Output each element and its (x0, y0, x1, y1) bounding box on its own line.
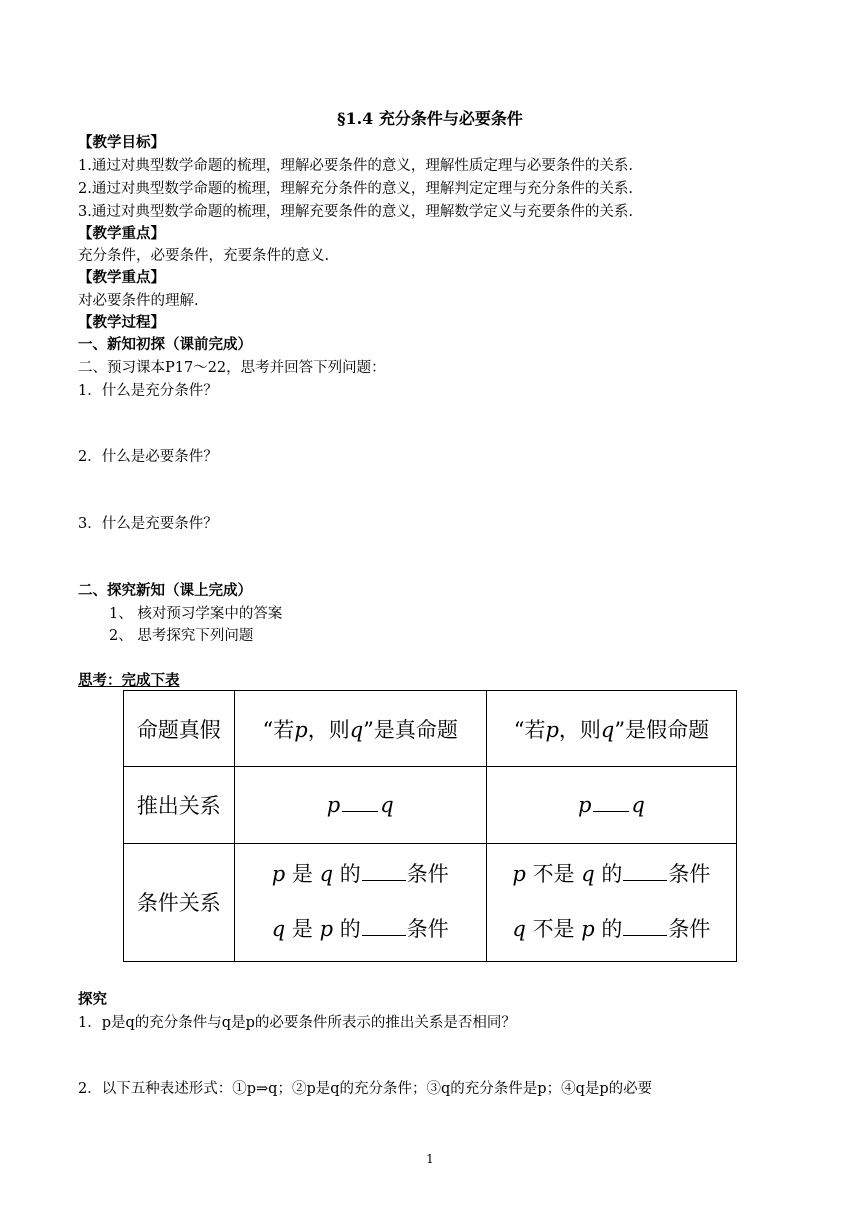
question-3: 3．什么是充要条件？ (78, 516, 218, 532)
explore-item-2: 2．以下五种表述形式：①p⇒q；②p是q的充分条件；③q的充分条件是p；④q是p的必要 (78, 1081, 653, 1097)
header-label-truth: 命题真假 (136, 717, 221, 742)
question-1: 1．什么是充分条件？ (78, 383, 218, 399)
goal-item-1: 1.通过对典型数学命题的梳理，理解必要条件的意义，理解性质定理与必要条件的关系. (78, 158, 633, 174)
table-cell (124, 767, 235, 843)
var-p: p (512, 862, 526, 887)
var-p: p (326, 792, 341, 817)
table-cell (124, 843, 235, 961)
table-cell (234, 767, 486, 843)
header-text: ，则 (558, 717, 601, 742)
fill-blank[interactable] (593, 811, 629, 812)
condition-line (487, 919, 736, 940)
var-q: q (631, 792, 645, 817)
word-condition: 条件 (406, 917, 449, 942)
var-p: p (294, 717, 308, 742)
key-points-heading-2: 【教学重点】 (78, 269, 165, 286)
var-q: q (349, 717, 364, 742)
word-of: 的 (339, 862, 361, 887)
think-label: 思考：完成下表 (78, 672, 180, 689)
header-text: ，则 (307, 717, 350, 742)
word-of: 的 (601, 862, 623, 887)
key-points-text-2: 对必要条件的理解. (78, 293, 199, 309)
table-header-cell (486, 691, 736, 767)
row-label-inference: 推出关系 (136, 793, 221, 818)
header-text: “若 (513, 717, 546, 742)
word-of: 的 (601, 917, 623, 942)
table-header-cell (234, 691, 486, 767)
condition-line (487, 864, 736, 885)
fill-blank[interactable] (362, 880, 406, 881)
var-p: p (581, 917, 595, 942)
var-p: p (319, 917, 334, 942)
question-2: 2．什么是必要条件？ (78, 449, 218, 465)
process-heading: 【教学过程】 (78, 314, 165, 331)
var-q: q (271, 917, 286, 942)
table-header-cell (124, 691, 235, 767)
var-p: p (545, 717, 559, 742)
part1-heading: 一、新知初探（课前完成） (78, 336, 252, 353)
table-cell (486, 843, 736, 961)
goals-heading: 【教学目标】 (78, 134, 165, 151)
row-label-condition: 条件关系 (136, 891, 221, 916)
goal-item-2: 2.通过对典型数学命题的梳理，理解充分条件的意义，理解判定定理与充分条件的关系. (78, 181, 633, 197)
table-row (124, 767, 737, 843)
word-not-is: 不是 (532, 917, 575, 942)
condition-line (235, 864, 486, 885)
var-q: q (512, 917, 526, 942)
word-of: 的 (339, 917, 361, 942)
page-number: 1 (426, 1152, 434, 1166)
word-condition: 条件 (668, 862, 711, 887)
fill-blank[interactable] (342, 811, 378, 812)
fill-blank[interactable] (362, 935, 406, 936)
table-row (124, 843, 737, 961)
var-q: q (600, 717, 615, 742)
var-q: q (581, 862, 595, 887)
header-text: “若 (262, 717, 295, 742)
table-cell (234, 843, 486, 961)
var-p: p (577, 792, 592, 817)
word-condition: 条件 (406, 862, 449, 887)
explore-item-1: 1．p是q的充分条件与q是p的必要条件所表示的推出关系是否相同？ (78, 1015, 516, 1031)
header-text: ”是真命题 (363, 717, 458, 742)
var-q: q (319, 862, 334, 887)
part1-subheading: 二、预习课本P17～22，思考并回答下列问题： (78, 360, 386, 376)
table-cell (486, 767, 736, 843)
word-is: 是 (291, 862, 313, 887)
word-not-is: 不是 (532, 862, 575, 887)
key-points-heading: 【教学重点】 (78, 225, 165, 242)
word-is: 是 (291, 917, 313, 942)
part2-heading: 二、探究新知（课上完成） (78, 582, 252, 599)
explore-heading: 探究 (78, 991, 107, 1008)
word-condition: 条件 (668, 917, 711, 942)
fill-blank[interactable] (623, 935, 667, 936)
header-text: ”是假命题 (614, 717, 710, 742)
fill-blank[interactable] (623, 880, 667, 881)
conditions-table (123, 690, 737, 962)
var-q: q (380, 792, 394, 817)
part2-item-1: 1、 核对预习学案中的答案 (109, 606, 283, 622)
page-title: §1.4 充分条件与必要条件 (337, 109, 523, 128)
goal-item-3: 3.通过对典型数学命题的梳理，理解充要条件的意义，理解数学定义与充要条件的关系. (78, 204, 633, 220)
var-p: p (271, 862, 286, 887)
table-row (124, 691, 737, 767)
condition-line (235, 919, 486, 940)
part2-item-2: 2、 思考探究下列问题 (109, 628, 254, 644)
key-points-text: 充分条件，必要条件，充要条件的意义. (78, 248, 330, 264)
